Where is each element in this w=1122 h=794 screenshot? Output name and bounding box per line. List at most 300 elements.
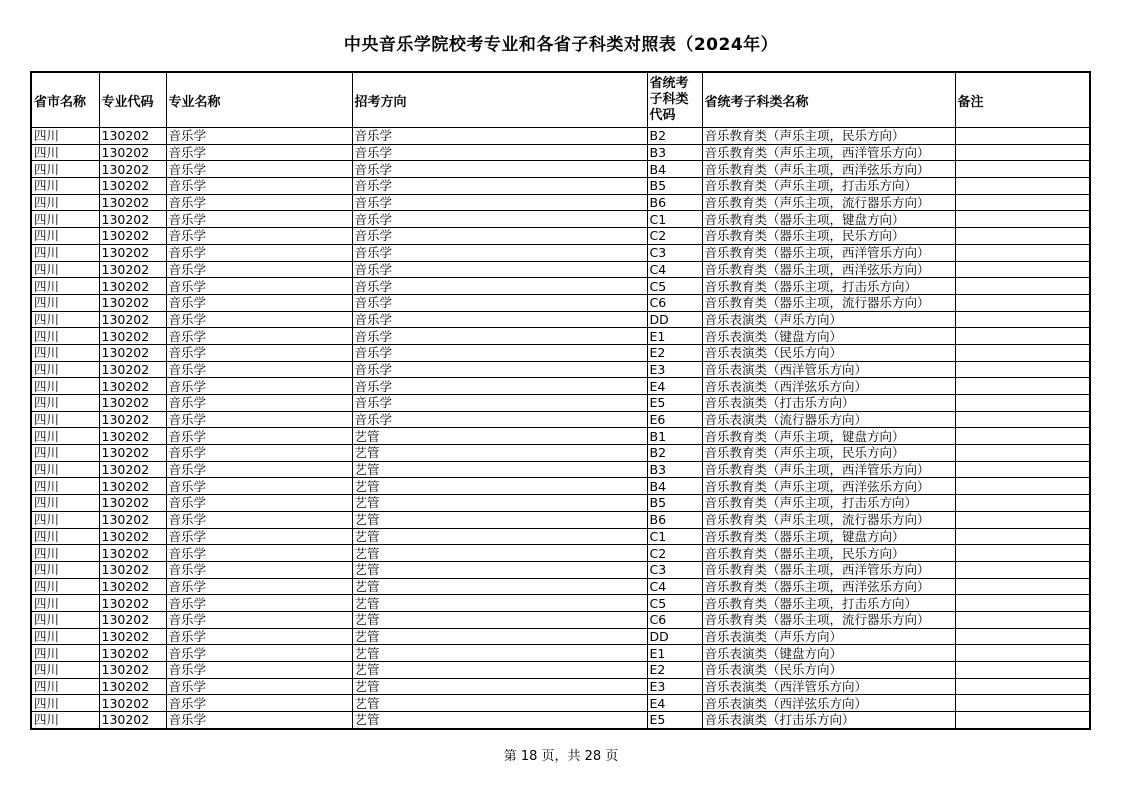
table-row xyxy=(31,161,1090,178)
cell-direction: 艺管 xyxy=(352,561,647,578)
cell-remarks xyxy=(955,478,1090,495)
cell-subcategory-name: 音乐表演类（打击乐方向） xyxy=(702,712,955,729)
cell-subcategory-name: 音乐教育类（器乐主项，西洋管乐方向） xyxy=(702,244,955,261)
cell-subcategory-code: C5 xyxy=(647,595,702,612)
cell-subcategory-code: B4 xyxy=(647,161,702,178)
cell-province: 四川 xyxy=(31,428,99,445)
cell-direction: 音乐学 xyxy=(352,328,647,345)
cell-remarks xyxy=(955,561,1090,578)
cell-direction: 艺管 xyxy=(352,678,647,695)
table-header-row xyxy=(31,72,1090,128)
cell-remarks xyxy=(955,495,1090,512)
cell-major-name: 音乐学 xyxy=(166,395,352,412)
cell-major-code: 130202 xyxy=(99,678,166,695)
mapping-table xyxy=(30,71,1091,730)
cell-subcategory-name: 音乐表演类（西洋管乐方向） xyxy=(702,678,955,695)
cell-province: 四川 xyxy=(31,578,99,595)
cell-subcategory-code: DD xyxy=(647,628,702,645)
cell-major-code: 130202 xyxy=(99,712,166,729)
cell-major-name: 音乐学 xyxy=(166,428,352,445)
cell-subcategory-code: C6 xyxy=(647,611,702,628)
cell-major-name: 音乐学 xyxy=(166,611,352,628)
cell-remarks xyxy=(955,578,1090,595)
cell-major-code: 130202 xyxy=(99,161,166,178)
cell-subcategory-name: 音乐表演类（西洋弦乐方向） xyxy=(702,695,955,712)
cell-province: 四川 xyxy=(31,411,99,428)
cell-major-name: 音乐学 xyxy=(166,495,352,512)
table-row xyxy=(31,695,1090,712)
cell-remarks xyxy=(955,361,1090,378)
cell-subcategory-name: 音乐教育类（器乐主项，打击乐方向） xyxy=(702,278,955,295)
cell-province: 四川 xyxy=(31,128,99,145)
cell-subcategory-name: 音乐表演类（键盘方向） xyxy=(702,328,955,345)
cell-major-code: 130202 xyxy=(99,228,166,245)
cell-major-code: 130202 xyxy=(99,344,166,361)
table-row xyxy=(31,545,1090,562)
cell-major-name: 音乐学 xyxy=(166,445,352,462)
cell-direction: 音乐学 xyxy=(352,294,647,311)
cell-remarks xyxy=(955,461,1090,478)
cell-province: 四川 xyxy=(31,545,99,562)
cell-major-code: 130202 xyxy=(99,328,166,345)
cell-major-code: 130202 xyxy=(99,144,166,161)
cell-major-name: 音乐学 xyxy=(166,378,352,395)
cell-direction: 音乐学 xyxy=(352,378,647,395)
table-row xyxy=(31,611,1090,628)
cell-remarks xyxy=(955,695,1090,712)
cell-remarks xyxy=(955,178,1090,195)
cell-major-code: 130202 xyxy=(99,178,166,195)
cell-remarks xyxy=(955,344,1090,361)
cell-province: 四川 xyxy=(31,511,99,528)
cell-subcategory-name: 音乐教育类（器乐主项，民乐方向） xyxy=(702,228,955,245)
cell-subcategory-code: E5 xyxy=(647,395,702,412)
cell-major-code: 130202 xyxy=(99,478,166,495)
cell-remarks xyxy=(955,278,1090,295)
cell-major-name: 音乐学 xyxy=(166,361,352,378)
cell-remarks xyxy=(955,328,1090,345)
cell-subcategory-name: 音乐表演类（民乐方向） xyxy=(702,662,955,679)
cell-province: 四川 xyxy=(31,678,99,695)
cell-major-name: 音乐学 xyxy=(166,294,352,311)
cell-province: 四川 xyxy=(31,211,99,228)
cell-subcategory-code: B5 xyxy=(647,495,702,512)
cell-direction: 音乐学 xyxy=(352,178,647,195)
table-row xyxy=(31,428,1090,445)
cell-major-name: 音乐学 xyxy=(166,712,352,729)
cell-major-name: 音乐学 xyxy=(166,278,352,295)
cell-subcategory-name: 音乐表演类（声乐方向） xyxy=(702,628,955,645)
cell-major-code: 130202 xyxy=(99,645,166,662)
table-row xyxy=(31,528,1090,545)
cell-subcategory-code: E4 xyxy=(647,378,702,395)
cell-subcategory-code: C3 xyxy=(647,244,702,261)
cell-major-name: 音乐学 xyxy=(166,178,352,195)
cell-major-name: 音乐学 xyxy=(166,695,352,712)
cell-province: 四川 xyxy=(31,344,99,361)
cell-subcategory-name: 音乐表演类（民乐方向） xyxy=(702,344,955,361)
cell-subcategory-code: C2 xyxy=(647,228,702,245)
cell-remarks xyxy=(955,528,1090,545)
cell-remarks xyxy=(955,161,1090,178)
cell-subcategory-name: 音乐教育类（声乐主项，西洋弦乐方向） xyxy=(702,161,955,178)
cell-province: 四川 xyxy=(31,495,99,512)
table-row xyxy=(31,378,1090,395)
cell-remarks xyxy=(955,545,1090,562)
cell-direction: 音乐学 xyxy=(352,194,647,211)
cell-remarks xyxy=(955,228,1090,245)
cell-major-code: 130202 xyxy=(99,595,166,612)
table-body xyxy=(31,128,1090,729)
cell-remarks xyxy=(955,428,1090,445)
table-row xyxy=(31,261,1090,278)
cell-major-code: 130202 xyxy=(99,461,166,478)
cell-major-code: 130202 xyxy=(99,511,166,528)
cell-direction: 艺管 xyxy=(352,628,647,645)
table-row xyxy=(31,662,1090,679)
cell-province: 四川 xyxy=(31,395,99,412)
cell-subcategory-code: C4 xyxy=(647,261,702,278)
cell-remarks xyxy=(955,395,1090,412)
cell-major-code: 130202 xyxy=(99,628,166,645)
cell-remarks xyxy=(955,294,1090,311)
cell-subcategory-code: C1 xyxy=(647,528,702,545)
cell-subcategory-name: 音乐教育类（器乐主项，西洋管乐方向） xyxy=(702,561,955,578)
cell-province: 四川 xyxy=(31,695,99,712)
cell-direction: 音乐学 xyxy=(352,311,647,328)
cell-direction: 音乐学 xyxy=(352,278,647,295)
cell-remarks xyxy=(955,511,1090,528)
table-row xyxy=(31,244,1090,261)
cell-subcategory-code: E6 xyxy=(647,411,702,428)
cell-direction: 音乐学 xyxy=(352,244,647,261)
cell-subcategory-code: B5 xyxy=(647,178,702,195)
cell-major-code: 130202 xyxy=(99,395,166,412)
cell-subcategory-code: E4 xyxy=(647,695,702,712)
cell-direction: 艺管 xyxy=(352,662,647,679)
cell-remarks xyxy=(955,244,1090,261)
cell-remarks xyxy=(955,411,1090,428)
cell-subcategory-name: 音乐教育类（声乐主项，打击乐方向） xyxy=(702,495,955,512)
table-row xyxy=(31,511,1090,528)
table-row xyxy=(31,361,1090,378)
table-row xyxy=(31,228,1090,245)
cell-major-code: 130202 xyxy=(99,294,166,311)
cell-remarks xyxy=(955,645,1090,662)
header-major-name: 专业名称 xyxy=(166,72,352,128)
table-row xyxy=(31,595,1090,612)
page-title: 中央音乐学院校考专业和各省子科类对照表（2024年） xyxy=(343,35,779,55)
cell-province: 四川 xyxy=(31,178,99,195)
cell-direction: 艺管 xyxy=(352,695,647,712)
table-row xyxy=(31,395,1090,412)
header-remarks: 备注 xyxy=(955,72,1090,128)
header-subcategory-name: 省统考子科类名称 xyxy=(702,72,955,128)
cell-major-name: 音乐学 xyxy=(166,545,352,562)
table-row xyxy=(31,311,1090,328)
cell-major-code: 130202 xyxy=(99,361,166,378)
cell-direction: 艺管 xyxy=(352,478,647,495)
cell-major-name: 音乐学 xyxy=(166,211,352,228)
cell-subcategory-name: 音乐教育类（器乐主项，键盘方向） xyxy=(702,211,955,228)
cell-subcategory-code: E2 xyxy=(647,662,702,679)
cell-remarks xyxy=(955,144,1090,161)
cell-direction: 艺管 xyxy=(352,712,647,729)
cell-major-name: 音乐学 xyxy=(166,511,352,528)
cell-major-name: 音乐学 xyxy=(166,328,352,345)
table-row xyxy=(31,211,1090,228)
cell-subcategory-code: C1 xyxy=(647,211,702,228)
table-row xyxy=(31,645,1090,662)
cell-remarks xyxy=(955,128,1090,145)
cell-subcategory-name: 音乐教育类（声乐主项，打击乐方向） xyxy=(702,178,955,195)
cell-major-code: 130202 xyxy=(99,561,166,578)
cell-remarks xyxy=(955,628,1090,645)
table-row xyxy=(31,178,1090,195)
cell-direction: 音乐学 xyxy=(352,411,647,428)
table-row xyxy=(31,445,1090,462)
cell-major-name: 音乐学 xyxy=(166,411,352,428)
cell-subcategory-code: E2 xyxy=(647,344,702,361)
cell-major-code: 130202 xyxy=(99,578,166,595)
cell-major-name: 音乐学 xyxy=(166,461,352,478)
cell-major-code: 130202 xyxy=(99,411,166,428)
cell-subcategory-code: E5 xyxy=(647,712,702,729)
cell-subcategory-name: 音乐教育类（器乐主项，流行器乐方向） xyxy=(702,611,955,628)
cell-remarks xyxy=(955,194,1090,211)
cell-major-name: 音乐学 xyxy=(166,678,352,695)
header-major-code: 专业代码 xyxy=(99,72,166,128)
cell-remarks xyxy=(955,378,1090,395)
cell-major-name: 音乐学 xyxy=(166,244,352,261)
cell-subcategory-name: 音乐教育类（声乐主项，西洋管乐方向） xyxy=(702,144,955,161)
cell-subcategory-code: B3 xyxy=(647,461,702,478)
cell-major-code: 130202 xyxy=(99,244,166,261)
table-row xyxy=(31,344,1090,361)
cell-major-code: 130202 xyxy=(99,611,166,628)
cell-province: 四川 xyxy=(31,478,99,495)
cell-province: 四川 xyxy=(31,311,99,328)
cell-subcategory-code: C2 xyxy=(647,545,702,562)
cell-subcategory-code: E3 xyxy=(647,678,702,695)
cell-major-code: 130202 xyxy=(99,528,166,545)
cell-remarks xyxy=(955,712,1090,729)
cell-province: 四川 xyxy=(31,194,99,211)
cell-remarks xyxy=(955,595,1090,612)
table-row xyxy=(31,194,1090,211)
cell-major-name: 音乐学 xyxy=(166,144,352,161)
cell-remarks xyxy=(955,445,1090,462)
cell-major-name: 音乐学 xyxy=(166,478,352,495)
table-row xyxy=(31,578,1090,595)
cell-province: 四川 xyxy=(31,361,99,378)
cell-province: 四川 xyxy=(31,628,99,645)
cell-direction: 音乐学 xyxy=(352,361,647,378)
table-row xyxy=(31,328,1090,345)
table-row xyxy=(31,294,1090,311)
cell-subcategory-name: 音乐教育类（器乐主项，打击乐方向） xyxy=(702,595,955,612)
header-direction: 招考方向 xyxy=(352,72,647,128)
cell-major-name: 音乐学 xyxy=(166,261,352,278)
cell-direction: 艺管 xyxy=(352,578,647,595)
cell-subcategory-code: E1 xyxy=(647,645,702,662)
cell-province: 四川 xyxy=(31,278,99,295)
cell-major-code: 130202 xyxy=(99,128,166,145)
cell-direction: 音乐学 xyxy=(352,144,647,161)
table-row xyxy=(31,128,1090,145)
cell-subcategory-name: 音乐教育类（器乐主项，西洋弦乐方向） xyxy=(702,578,955,595)
table-row xyxy=(31,561,1090,578)
cell-direction: 艺管 xyxy=(352,611,647,628)
cell-major-name: 音乐学 xyxy=(166,128,352,145)
cell-major-name: 音乐学 xyxy=(166,628,352,645)
cell-subcategory-code: B2 xyxy=(647,445,702,462)
cell-direction: 音乐学 xyxy=(352,128,647,145)
cell-major-name: 音乐学 xyxy=(166,194,352,211)
cell-major-code: 130202 xyxy=(99,278,166,295)
cell-province: 四川 xyxy=(31,662,99,679)
cell-subcategory-code: B3 xyxy=(647,144,702,161)
cell-subcategory-name: 音乐表演类（键盘方向） xyxy=(702,645,955,662)
cell-direction: 艺管 xyxy=(352,495,647,512)
cell-province: 四川 xyxy=(31,144,99,161)
cell-subcategory-code: B4 xyxy=(647,478,702,495)
cell-province: 四川 xyxy=(31,595,99,612)
cell-remarks xyxy=(955,311,1090,328)
cell-remarks xyxy=(955,211,1090,228)
cell-subcategory-name: 音乐表演类（流行器乐方向） xyxy=(702,411,955,428)
cell-major-name: 音乐学 xyxy=(166,228,352,245)
cell-subcategory-code: E3 xyxy=(647,361,702,378)
cell-subcategory-name: 音乐教育类（器乐主项，流行器乐方向） xyxy=(702,294,955,311)
cell-province: 四川 xyxy=(31,161,99,178)
cell-subcategory-code: C3 xyxy=(647,561,702,578)
cell-direction: 音乐学 xyxy=(352,344,647,361)
cell-major-name: 音乐学 xyxy=(166,662,352,679)
cell-direction: 艺管 xyxy=(352,511,647,528)
cell-subcategory-name: 音乐表演类（西洋弦乐方向） xyxy=(702,378,955,395)
cell-major-name: 音乐学 xyxy=(166,561,352,578)
cell-remarks xyxy=(955,662,1090,679)
cell-major-name: 音乐学 xyxy=(166,578,352,595)
cell-subcategory-code: B6 xyxy=(647,194,702,211)
cell-subcategory-name: 音乐教育类（声乐主项，民乐方向） xyxy=(702,128,955,145)
cell-direction: 艺管 xyxy=(352,445,647,462)
cell-province: 四川 xyxy=(31,328,99,345)
cell-province: 四川 xyxy=(31,645,99,662)
table-row xyxy=(31,495,1090,512)
cell-direction: 艺管 xyxy=(352,595,647,612)
page-footer: 第 18 页，共 28 页 xyxy=(503,749,619,764)
cell-direction: 艺管 xyxy=(352,545,647,562)
cell-subcategory-code: C6 xyxy=(647,294,702,311)
cell-remarks xyxy=(955,678,1090,695)
cell-major-code: 130202 xyxy=(99,695,166,712)
cell-direction: 音乐学 xyxy=(352,161,647,178)
cell-major-name: 音乐学 xyxy=(166,645,352,662)
table-row xyxy=(31,712,1090,729)
cell-major-code: 130202 xyxy=(99,378,166,395)
cell-remarks xyxy=(955,261,1090,278)
cell-major-name: 音乐学 xyxy=(166,311,352,328)
cell-direction: 艺管 xyxy=(352,428,647,445)
cell-subcategory-code: C5 xyxy=(647,278,702,295)
cell-major-code: 130202 xyxy=(99,662,166,679)
cell-subcategory-name: 音乐表演类（西洋管乐方向） xyxy=(702,361,955,378)
cell-direction: 音乐学 xyxy=(352,261,647,278)
header-subcategory-code: 省统考子科类代码 xyxy=(647,72,702,128)
cell-subcategory-code: B2 xyxy=(647,128,702,145)
table-row xyxy=(31,628,1090,645)
cell-direction: 艺管 xyxy=(352,461,647,478)
cell-major-code: 130202 xyxy=(99,545,166,562)
cell-subcategory-code: DD xyxy=(647,311,702,328)
cell-major-code: 130202 xyxy=(99,211,166,228)
cell-subcategory-code: B6 xyxy=(647,511,702,528)
cell-major-code: 130202 xyxy=(99,311,166,328)
cell-major-code: 130202 xyxy=(99,495,166,512)
cell-major-name: 音乐学 xyxy=(166,161,352,178)
cell-major-name: 音乐学 xyxy=(166,595,352,612)
cell-subcategory-name: 音乐教育类（声乐主项，民乐方向） xyxy=(702,445,955,462)
cell-province: 四川 xyxy=(31,445,99,462)
cell-major-code: 130202 xyxy=(99,428,166,445)
cell-province: 四川 xyxy=(31,228,99,245)
cell-province: 四川 xyxy=(31,611,99,628)
cell-subcategory-code: E1 xyxy=(647,328,702,345)
table-row xyxy=(31,278,1090,295)
cell-subcategory-name: 音乐教育类（声乐主项，流行器乐方向） xyxy=(702,511,955,528)
cell-subcategory-name: 音乐教育类（器乐主项，键盘方向） xyxy=(702,528,955,545)
cell-subcategory-name: 音乐表演类（打击乐方向） xyxy=(702,395,955,412)
cell-subcategory-name: 音乐教育类（声乐主项，流行器乐方向） xyxy=(702,194,955,211)
cell-major-code: 130202 xyxy=(99,261,166,278)
table-row xyxy=(31,411,1090,428)
cell-province: 四川 xyxy=(31,244,99,261)
table-row xyxy=(31,461,1090,478)
cell-direction: 艺管 xyxy=(352,645,647,662)
cell-province: 四川 xyxy=(31,561,99,578)
cell-direction: 艺管 xyxy=(352,528,647,545)
cell-major-code: 130202 xyxy=(99,445,166,462)
cell-subcategory-name: 音乐教育类（器乐主项，西洋弦乐方向） xyxy=(702,261,955,278)
cell-province: 四川 xyxy=(31,528,99,545)
table-row xyxy=(31,478,1090,495)
cell-direction: 音乐学 xyxy=(352,228,647,245)
cell-direction: 音乐学 xyxy=(352,211,647,228)
cell-province: 四川 xyxy=(31,712,99,729)
table-row xyxy=(31,144,1090,161)
cell-subcategory-name: 音乐表演类（声乐方向） xyxy=(702,311,955,328)
cell-province: 四川 xyxy=(31,294,99,311)
cell-major-name: 音乐学 xyxy=(166,344,352,361)
cell-province: 四川 xyxy=(31,378,99,395)
cell-subcategory-name: 音乐教育类（声乐主项，西洋管乐方向） xyxy=(702,461,955,478)
cell-direction: 音乐学 xyxy=(352,395,647,412)
cell-remarks xyxy=(955,611,1090,628)
table-row xyxy=(31,678,1090,695)
header-province: 省市名称 xyxy=(31,72,99,128)
cell-subcategory-name: 音乐教育类（器乐主项，民乐方向） xyxy=(702,545,955,562)
cell-subcategory-code: C4 xyxy=(647,578,702,595)
cell-major-name: 音乐学 xyxy=(166,528,352,545)
cell-major-code: 130202 xyxy=(99,194,166,211)
cell-province: 四川 xyxy=(31,261,99,278)
cell-subcategory-code: B1 xyxy=(647,428,702,445)
cell-province: 四川 xyxy=(31,461,99,478)
cell-subcategory-name: 音乐教育类（声乐主项，西洋弦乐方向） xyxy=(702,478,955,495)
cell-subcategory-name: 音乐教育类（声乐主项，键盘方向） xyxy=(702,428,955,445)
